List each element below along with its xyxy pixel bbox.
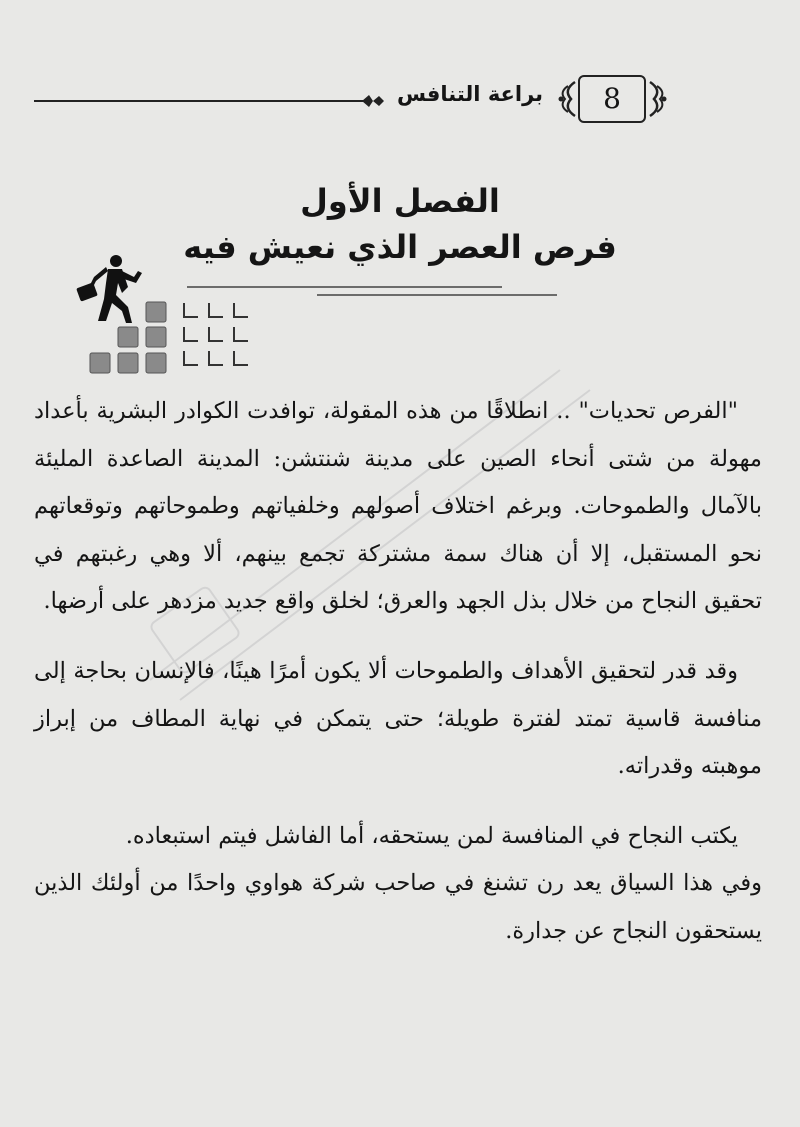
page-box-ornament-left: [557, 80, 577, 118]
body-text: [34, 388, 762, 978]
page-number: 8: [578, 75, 646, 123]
chapter-illustration: [72, 255, 562, 380]
paragraph: "الفرص تحديات" .. انطلاقًا من هذه المقولة، توافدت الكوادر البشرية بأعداد مهولة من شتى أنحاء الصين على مدينة شنتشن: المدينة الصاعدة المليئة بالآمال والطموحات. وبرغم اختلاف أصولهم وخلفياتهم وطموحاتهم وتوقعاتهم نحو المستقبل، إلا أن هناك سمة مشتركة تجمع بينهم، ألا وهي رغبتهم في تحقيق النجاح من خلال بذل الجهد والعرق؛ لخلق واقع جديد مزدهر على أرضها.: [34, 398, 762, 615]
chapter-label: الفصل الأول: [300, 182, 500, 220]
outline-blocks: [184, 303, 248, 365]
chapter-title: فرص العصر الذي نعيش فيه: [183, 228, 617, 266]
paragraph: يكتب النجاح في المنافسة لمن يستحقه، أما الفاشل فيتم استبعاده.: [125, 822, 738, 849]
paragraph: وقد قدر لتحقيق الأهداف والطموحات ألا يكون أمرًا هينًا، فالإنسان بحاجة إلى منافسة قاسية تمتد لفترة طويلة؛ حتى يتمكن في نهاية المطاف من إبراز موهبته وقدراته.: [34, 657, 762, 780]
businessman-icon: [76, 255, 142, 323]
header-rule-ornament: [362, 94, 384, 108]
header-rule: [34, 100, 364, 102]
page-header: [0, 72, 800, 132]
page-box-ornament-right: [648, 80, 668, 118]
paragraph: وفي هذا السياق يعد رن تشنغ في صاحب شركة هواوي واحدًا من أولئك الذين يستحقون النجاح عن جدارة.: [34, 870, 762, 944]
book-title: براعة التنافس: [396, 82, 544, 106]
